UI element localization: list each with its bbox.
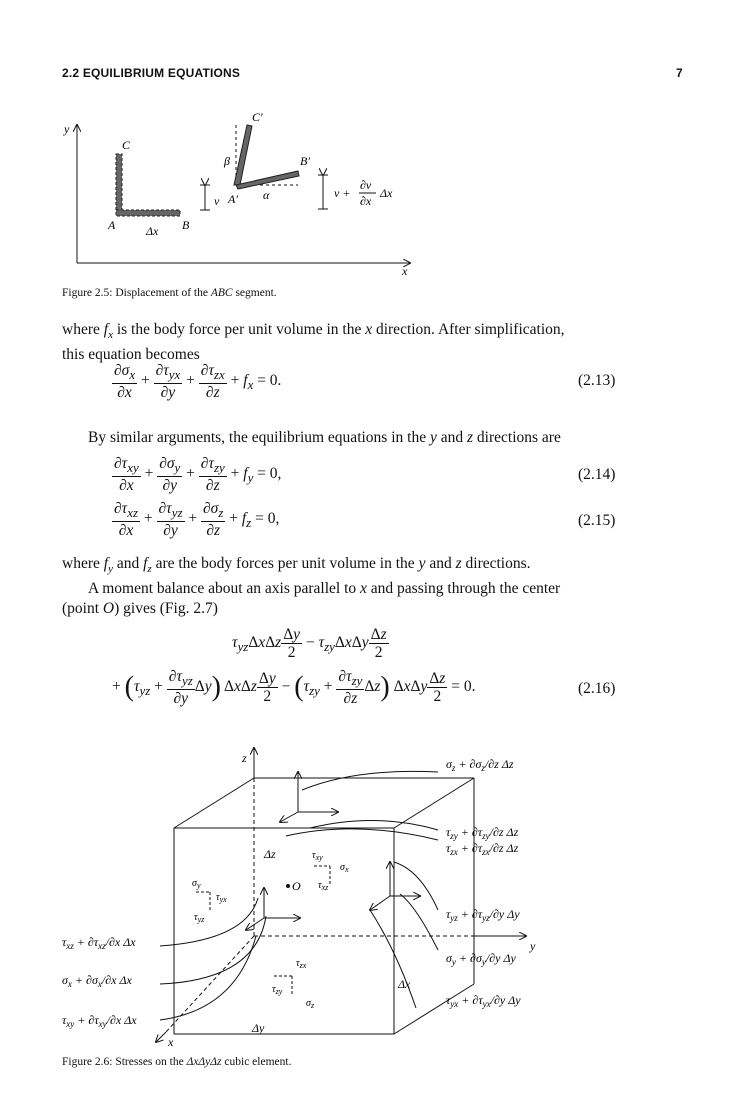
equation-2-15: $\frac{\partial\tau_{xz}}{\partial x}$ + $\frac{\partial\tau_{yz}}{\partial y}$ + $\frac{\partial\sigma_z}{\partial z}$ + $f_z = 0$, [114,500,280,540]
x-axis-label: x [402,264,408,278]
svg-text:τzx + ∂τzx/∂z Δz: $\tau_{zx} + \partial\tau_{zx}/\partial z$ Δz [446,841,519,857]
equation-2-14: $\frac{\partial\tau_{xy}}{\partial x}$ + $\frac{\partial\sigma_y}{\partial y}$ + $\frac{\partial\tau_{zy}}{\partial z}$ + $f_y = 0$, [114,455,282,495]
svg-text:σz: $\sigma_z$ [306,998,315,1010]
svg-text:σx + ∂σx/∂x Δx: $\sigma_x + \partial\sigma_x/\partial x$ Δx [62,973,132,989]
svg-text:τyx + ∂τyx/∂y Δy: $\tau_{yx} + \partial\tau_{yx}/\partial y$ Δy [446,993,521,1009]
y-axis-label: y [64,122,70,136]
svg-text:z: z [242,751,247,765]
label-v: v [214,194,220,208]
svg-text:σy + ∂σy/∂y Δy: $\sigma_y + \partial\sigma_y/\partial y$ Δy [446,951,516,967]
svg-text:τyz: $\tau_{yz}$ [194,912,205,924]
svg-text:τxz: $\tau_{xz}$ [318,880,329,892]
equation-number-2-15: (2.15) [578,512,616,529]
label-dx: Δx [146,224,159,238]
label-Bprime: B′ [300,154,310,168]
svg-text:Δy: Δy [252,1021,265,1035]
svg-text:τzx: $\tau_{zx}$ [296,958,307,970]
equation-2-13: $\frac{\partial\sigma_x}{\partial x}$ + $\frac{\partial\tau_{yx}}{\partial y}$ + $\frac{\partial\tau_{zx}}{\partial z}$ + $f_x = 0$. [114,362,282,402]
svg-text:τxy + ∂τxy/∂x Δx: $\tau_{xy} + \partial\tau_{xy}/\partial x$ Δx [62,1013,137,1029]
svg-text:Δz: Δz [264,847,276,861]
paragraph-3: where $f_y$ and $f_z$ are the body forces per unit volume in the y and z directions. A moment balance about an axis parallel to x and passing through the center (point O) gives (Fig. 2.7) [62,555,561,618]
svg-text:τyx: $\tau_{yx}$ [216,892,227,904]
label-C: C [122,138,131,152]
equation-number-2-16: (2.16) [578,680,616,697]
figure-2-6-diagram [56,740,696,1050]
svg-text:τzy + ∂τzy/∂z Δz: $\tau_{zy} + \partial\tau_{zy}/\partial z$ Δz [446,825,519,841]
svg-text:τxy: $\tau_{xy}$ [312,850,323,862]
equation-2-16-line-2: + ($\tau_{yz}$ + $\frac{\partial\tau_{yz}}{\partial y}$ Δy) ΔxΔz $\frac{\Delta y}{2}$ − ($\tau_{zy}$ + $\frac{\partial\tau_{zy}}{\partial z}$ Δz) ΔxΔy $\frac{\Delta z}{2}$ = 0. [112,668,476,708]
svg-text:O: O [292,879,301,893]
svg-text:x: x [168,1035,174,1049]
svg-text:τxz + ∂τxz/∂x Δx: $\tau_{xz} + \partial\tau_{xz}/\partial x$ Δx [62,935,136,951]
svg-text:σx: $\sigma_x$ [340,862,349,874]
svg-text:Δx: Δx [398,977,411,991]
svg-text:y: y [530,939,536,953]
label-Aprime: A′ [228,192,238,206]
svg-text:τyz + ∂τyz/∂y Δy: $\tau_{yz} + \partial\tau_{yz}/\partial y$ Δy [446,907,520,923]
label-B: B [182,218,190,232]
equation-number-2-14: (2.14) [578,466,616,483]
equation-2-16-line-1: $\tau_{yz}\Delta x\Delta z$ $\frac{\Delta y}{2}$ − $\tau_{zy}\Delta x\Delta y$ $\frac{\Delta z}{2}$ [232,626,387,661]
svg-text:σz + ∂σz/∂z Δz: $\sigma_z + \partial\sigma_z/\partial z$ Δz [446,757,514,773]
label-Cprime: C′ [252,110,263,124]
section-header: 2.2 EQUILIBRIUM EQUATIONS [62,66,241,80]
paragraph-2: By similar arguments, the equilibrium equations in the y and z directions are [88,429,561,446]
label-v-plus: v + [334,186,351,200]
svg-text:τzy: $\tau_{zy}$ [272,984,283,996]
figure-2-5-diagram [60,105,440,285]
equation-number-2-13: (2.13) [578,372,616,389]
figure-2-6-caption: Figure 2.6: Stresses on the ΔxΔyΔz cubic element. [62,1056,292,1068]
svg-text:σy: $\sigma_y$ [192,878,201,890]
label-dv: ∂v [360,178,372,192]
paragraph-1: where $f_x$ is the body force per unit volume in the x direction. After simplification, this equation becomes [62,321,565,364]
label-dxp: ∂x [360,194,372,208]
label-beta: β [224,154,230,168]
label-alpha: α [263,188,270,202]
label-A: A [108,218,116,232]
page-number: 7 [676,66,683,80]
label-dx2: Δx [380,186,393,200]
figure-2-5-caption: Figure 2.5: Displacement of the ABC segment. [62,287,277,299]
